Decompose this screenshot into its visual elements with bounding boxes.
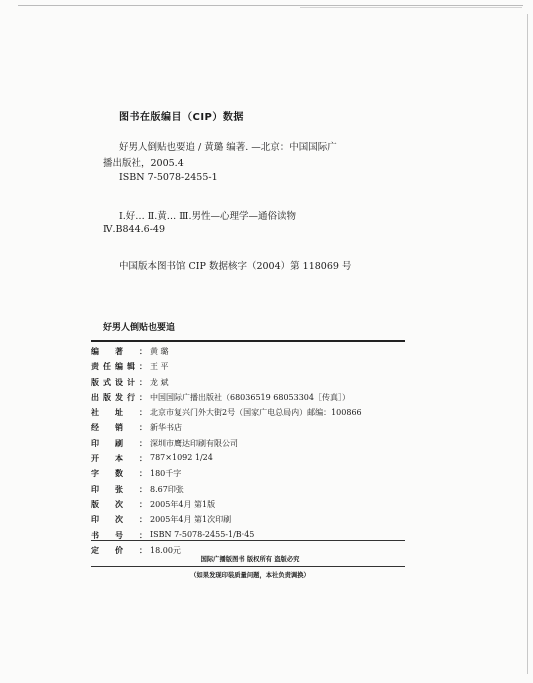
info-value: 王 平 xyxy=(150,362,169,372)
info-row xyxy=(91,377,411,392)
info-label: 印 刷 ： xyxy=(91,438,147,448)
info-value: 8.67印张 xyxy=(150,484,184,494)
info-label: 出 版 发 行 ： xyxy=(91,392,147,402)
info-row xyxy=(91,346,411,361)
info-label: 开 本 ： xyxy=(91,454,147,464)
info-value: 龙 斌 xyxy=(150,377,169,387)
divider xyxy=(91,540,405,541)
info-value: 北京市复兴门外大街2号（国家广电总局内）邮编：100866 xyxy=(150,408,362,418)
info-value: 中国国际广播出版社（68036519 68053304［传真］） xyxy=(150,392,350,402)
cip-title: 图书在版编目（CIP）数据 xyxy=(119,112,244,123)
info-value: 18.00元 xyxy=(150,545,181,555)
info-row xyxy=(91,468,411,483)
info-value: 黄 璐 xyxy=(150,347,169,356)
book-title: 好男人倒贴也要追 xyxy=(103,323,176,333)
info-row xyxy=(91,407,411,422)
info-value: 787×1092 1/24 xyxy=(150,453,213,463)
info-row xyxy=(91,361,411,376)
cip-line: 好男人倒贴也要追 / 黄璐 编著. —北京：中国国际广 xyxy=(119,142,337,153)
copyright-notice: 国际广播版图书 版权所有 盗版必究 xyxy=(200,556,300,563)
info-value: ISBN 7-5078-2455-1/B·45 xyxy=(150,529,255,539)
info-value: 深圳市鹰达印刷有限公司 xyxy=(150,438,238,448)
info-label: 印 张 ： xyxy=(91,484,147,494)
cip-subjects: Ⅰ.好… Ⅱ.黄… Ⅲ.男性—心理学—通俗读物 xyxy=(119,211,296,222)
info-label: 经 销 ： xyxy=(91,423,147,433)
info-label: 书 号 ： xyxy=(91,530,147,540)
divider xyxy=(91,566,405,567)
info-row xyxy=(91,392,411,407)
info-row xyxy=(91,514,411,529)
info-value: 新华书店 xyxy=(150,423,182,433)
info-label: 版 次 ： xyxy=(91,499,147,509)
info-label: 责 任 编 辑 ： xyxy=(91,362,147,372)
info-label: 印 次 ： xyxy=(91,515,147,525)
info-value: 2005年4月 第1版 xyxy=(150,499,216,509)
cip-isbn: ISBN 7-5078-2455-1 xyxy=(119,172,218,183)
cip-classification: Ⅳ.B844.6-49 xyxy=(103,224,165,235)
info-row xyxy=(91,453,411,468)
divider xyxy=(91,340,405,342)
scan-edge-line xyxy=(18,5,523,6)
info-row xyxy=(91,422,411,437)
info-value: 180千字 xyxy=(150,469,182,479)
info-row xyxy=(91,484,411,499)
info-value: 2005年4月 第1次印刷 xyxy=(150,515,232,525)
scan-edge-line xyxy=(527,14,528,674)
info-row xyxy=(91,499,411,514)
scan-edge-line xyxy=(300,7,522,8)
info-label: 编 著 ： xyxy=(91,347,147,356)
cip-record-number: 中国版本图书馆 CIP 数据核字（2004）第 118069 号 xyxy=(119,261,352,272)
info-label: 社 址 ： xyxy=(91,408,147,418)
quality-notice: （如果发现印装质量问题，本社负责调换） xyxy=(190,572,310,579)
info-row xyxy=(91,438,411,453)
info-label: 字 数 ： xyxy=(91,469,147,479)
info-label: 版 式 设 计 ： xyxy=(91,377,147,387)
info-label: 定 价 ： xyxy=(91,545,147,555)
cip-line: 播出版社，2005.4 xyxy=(103,158,184,169)
publication-info xyxy=(91,346,411,560)
info-row xyxy=(91,530,411,545)
